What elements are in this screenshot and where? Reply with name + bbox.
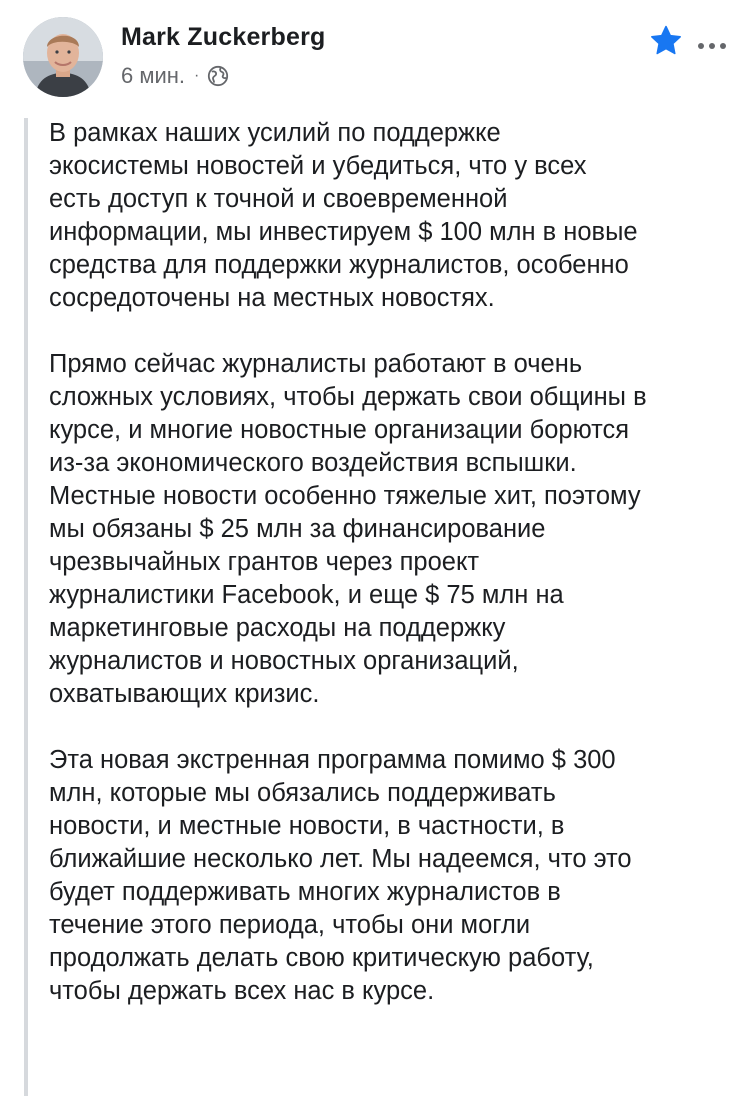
post-text-line: информации, мы инвестируем $ 100 млн в новые bbox=[49, 218, 638, 246]
meta-separator: · bbox=[194, 67, 200, 84]
post-paragraph-1 bbox=[49, 117, 744, 315]
author-name[interactable]: Mark Zuckerberg bbox=[121, 23, 326, 51]
post-text-line: маркетинговые расходы на поддержку bbox=[49, 614, 506, 642]
avatar-image bbox=[23, 17, 103, 97]
post-text-line: ближайшие несколько лет. Мы надеемся, что это bbox=[49, 845, 632, 873]
post-text-line: новости, и местные новости, в частности, в bbox=[49, 812, 565, 840]
avatar[interactable] bbox=[23, 17, 103, 97]
post-text-line: журналистики Facebook, и еще $ 75 млн на bbox=[49, 581, 564, 609]
post-text-line: млн, которые мы обязались поддерживать bbox=[49, 779, 556, 807]
post-text-line: чрезвычайных грантов через проект bbox=[49, 548, 480, 576]
post-text-line: Прямо сейчас журналисты работают в очень bbox=[49, 350, 583, 378]
post-text-line: В рамках наших усилий по поддержке bbox=[49, 119, 501, 147]
post-text-line: есть доступ к точной и своевременной bbox=[49, 185, 508, 213]
globe-icon[interactable] bbox=[207, 65, 229, 87]
post-text-line: курсе, и многие новостные организации борются bbox=[49, 416, 630, 444]
post-text-line: сосредоточены на местных новостях. bbox=[49, 284, 495, 312]
post-text-line: средства для поддержки журналистов, особенно bbox=[49, 251, 629, 279]
star-icon[interactable] bbox=[649, 24, 683, 58]
post-text-line: будет поддерживать многих журналистов в bbox=[49, 878, 561, 906]
post-text-line: продолжать делать свою критическую работу, bbox=[49, 944, 594, 972]
post-text-line: сложных условиях, чтобы держать свои общины в bbox=[49, 383, 647, 411]
post-paragraph-3 bbox=[49, 744, 744, 1008]
post-text-line: мы обязаны $ 25 млн за финансирование bbox=[49, 515, 546, 543]
post-text-line: чтобы держать всех нас в курсе. bbox=[49, 977, 435, 1005]
post-text-line: Эта новая экстренная программа помимо $ 300 bbox=[49, 746, 616, 774]
post-body bbox=[49, 117, 744, 1008]
quote-bar bbox=[24, 118, 28, 1096]
more-horizontal-icon[interactable] bbox=[697, 37, 727, 45]
post-text-line: течение этого периода, чтобы они могли bbox=[49, 911, 531, 939]
post-text-line: Местные новости особенно тяжелые хит, поэтому bbox=[49, 482, 641, 510]
post-text-line: из-за экономического воздействия вспышки. bbox=[49, 449, 577, 477]
post-timestamp[interactable]: 6 мин. bbox=[121, 63, 186, 88]
post-text-line: экосистемы новостей и убедиться, что у всех bbox=[49, 152, 587, 180]
post-paragraph-2 bbox=[49, 348, 744, 711]
post-text-line: охватывающих кризис. bbox=[49, 680, 320, 708]
post-text-line: журналистов и новостных организаций, bbox=[49, 647, 519, 675]
post-header bbox=[0, 0, 750, 110]
post-meta bbox=[121, 62, 229, 90]
